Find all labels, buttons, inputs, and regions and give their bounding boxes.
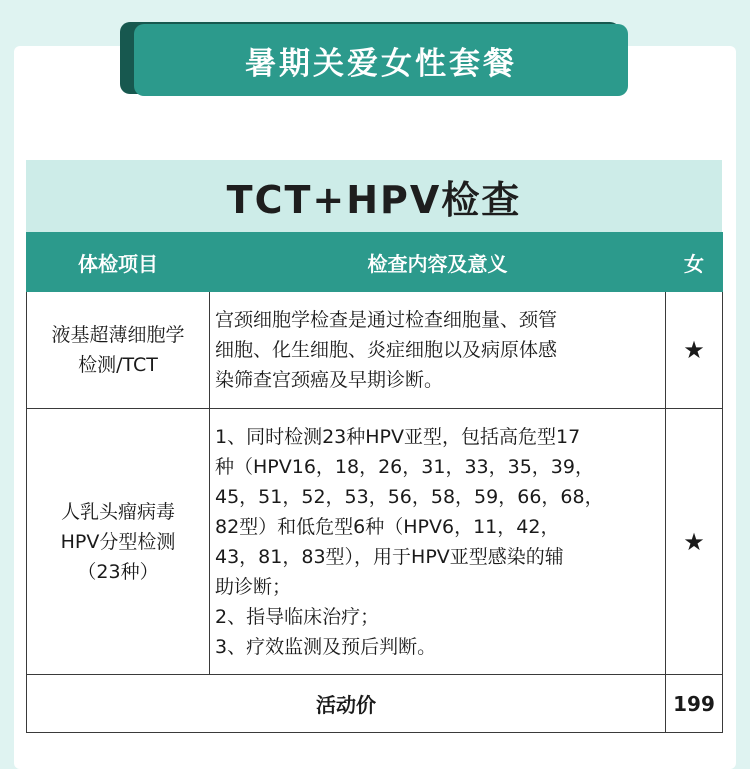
- table-title-text: TCT+HPV检查: [226, 177, 522, 222]
- price-value: 199: [666, 675, 723, 733]
- header-content: 检查内容及意义: [210, 233, 666, 292]
- star-icon: ★: [683, 336, 705, 364]
- content-line: 染筛查宫颈癌及早期诊断。: [215, 369, 444, 391]
- item-line: （23种）: [77, 560, 159, 583]
- row-item-cell: [27, 292, 210, 409]
- table-title: [26, 160, 722, 232]
- item-line: HPV分型检测: [60, 530, 176, 553]
- content-line: 43，81，83型），用于HPV亚型感染的辅: [215, 545, 564, 568]
- content-line: 82型）和低危型6种（HPV6，11，42，: [215, 515, 560, 538]
- content-line: 宫颈细胞学检查是通过检查细胞量、颈管: [215, 309, 558, 331]
- table-row: [27, 292, 723, 409]
- price-row: [27, 675, 723, 733]
- content-line: 种（HPV16，18，26，31，33，35，39，: [215, 455, 594, 478]
- price-label: 活动价: [27, 675, 666, 733]
- row-item-cell: [27, 409, 210, 675]
- content-line: 3、疗效监测及预后判断。: [215, 635, 437, 658]
- table-header-row: [27, 233, 723, 292]
- exam-table: [26, 232, 723, 733]
- content-line: 45，51，52，53，56，58，59，66，68，: [215, 485, 604, 508]
- row-content-cell: [210, 409, 666, 675]
- female-star-cell: [666, 409, 723, 675]
- content-line: 1、同时检测23种HPV亚型，包括高危型17: [215, 425, 581, 448]
- content-line: 2、指导临床治疗；: [215, 605, 380, 628]
- table-row: [27, 409, 723, 675]
- header-female: 女: [666, 233, 723, 292]
- exam-table-section: [26, 160, 722, 733]
- female-star-cell: [666, 292, 723, 409]
- star-icon: ★: [683, 527, 705, 556]
- header-item: 体检项目: [27, 233, 210, 292]
- item-line: 检测/TCT: [78, 354, 158, 376]
- package-title: 暑期关爱女性套餐: [245, 45, 517, 82]
- package-banner: [134, 24, 628, 96]
- item-line: 液基超薄细胞学: [51, 324, 185, 346]
- content-line: 细胞、化生细胞、炎症细胞以及病原体感: [215, 339, 558, 361]
- row-content-cell: [210, 292, 666, 409]
- content-line: 助诊断；: [215, 575, 292, 598]
- item-line: 人乳头瘤病毒: [60, 500, 175, 523]
